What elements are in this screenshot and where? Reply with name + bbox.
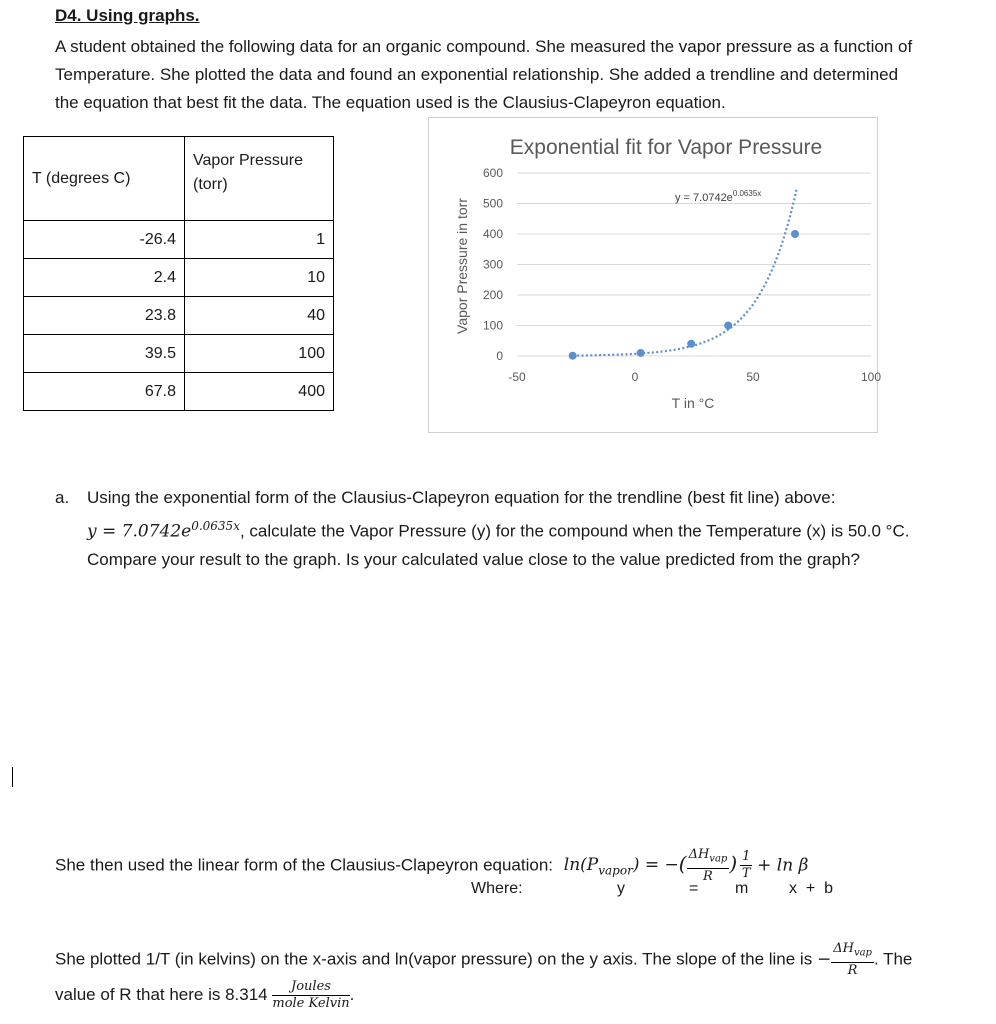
chart-y-ticks <box>483 166 503 363</box>
x-tick-label: 50 <box>746 370 760 384</box>
inv-den: T <box>741 866 751 882</box>
intro-line: Temperature. She plotted the data and found an exponential relationship. She added a trendline and determined <box>55 65 899 84</box>
table-row <box>24 373 334 411</box>
cell-pressure: 400 <box>185 373 334 411</box>
chart-x-axis-label: T in °C <box>671 395 715 411</box>
plotted-text: She plotted 1/T (in kelvins) on the x-axis and ln(vapor pressure) on the y axis. The slope of the line is <box>55 949 813 969</box>
y-tick-label: 300 <box>482 257 503 272</box>
chart-svg <box>429 118 882 432</box>
x-tick-label: 0 <box>631 370 639 384</box>
r-units-fraction <box>272 979 349 1012</box>
plotted-frac-num: ΔH <box>833 941 854 956</box>
chart-title: Exponential fit for Vapor Pressure <box>509 136 823 159</box>
r-value-tail: . <box>349 984 355 1004</box>
where-label: Where: <box>471 880 523 897</box>
col-header-pressure-line1: Vapor Pressure <box>193 152 303 169</box>
trendline-equation <box>675 189 761 204</box>
question-a <box>87 484 977 574</box>
chart-data-point <box>637 349 645 357</box>
where-xb: x + b <box>789 880 834 897</box>
table-row <box>24 221 334 259</box>
y-tick-label: 200 <box>482 288 503 302</box>
cell-pressure: 100 <box>185 335 334 373</box>
cell-pressure: 40 <box>185 297 334 335</box>
cell-pressure: 1 <box>185 221 334 259</box>
plotted-minus: − <box>816 949 832 970</box>
cell-temperature: 67.8 <box>24 373 185 411</box>
cell-temperature: 2.4 <box>24 259 185 297</box>
chart-data-point <box>791 230 799 238</box>
trendline-equation-base: y = 7.0742e <box>675 192 733 204</box>
trendline-equation-exp: 0.0635x <box>732 189 762 198</box>
inv-num: 1 <box>742 849 751 865</box>
one-over-t-fraction <box>740 849 752 882</box>
table-row <box>24 335 334 373</box>
r-value-text: value of R that here is 8.314 <box>55 984 268 1004</box>
chart-data-point <box>724 322 732 330</box>
cell-temperature: -26.4 <box>24 221 185 259</box>
linear-lhs-text: ln(P <box>563 855 599 876</box>
text-cursor <box>12 767 13 787</box>
plotted-frac-den: R <box>847 962 858 978</box>
cell-pressure: 10 <box>185 259 334 297</box>
r-value-line <box>55 979 354 1012</box>
equation-exponent: 0.0635x <box>191 519 240 533</box>
plotted-line <box>55 941 912 979</box>
chart-y-axis-label: Vapor Pressure in torr <box>454 198 470 334</box>
frac-num: ΔH <box>688 847 710 862</box>
table-row <box>24 259 334 297</box>
question-line2 <box>87 512 977 546</box>
y-tick-label: 0 <box>496 349 503 363</box>
question-line2-rest: , calculate the Vapor Pressure (y) for the compound when the Temperature (x) is 50.0 °C. <box>239 521 910 541</box>
r-unit-den: mole Kelvin <box>272 996 350 1011</box>
dhvap-over-r-fraction <box>687 847 730 885</box>
r-unit-num: Joules <box>272 979 349 996</box>
table-header-row <box>24 137 334 221</box>
chart-trendline <box>573 189 797 356</box>
where-m: m <box>735 880 749 897</box>
intro-paragraph <box>55 33 975 117</box>
x-tick-label: 100 <box>860 370 882 384</box>
linear-tail: + ln β <box>757 855 809 876</box>
col-header-pressure <box>185 137 334 221</box>
page-heading: D4. Using graphs. <box>55 6 200 25</box>
y-tick-label: 500 <box>482 196 503 211</box>
intro-line: A student obtained the following data for an organic compound. She measured the vapor pressure as a function of <box>55 37 913 56</box>
linear-intro: She then used the linear form of the Clausius-Clapeyron equation: <box>55 855 554 875</box>
question-marker: a. <box>55 488 70 507</box>
paren-open: ( <box>678 851 687 876</box>
data-table <box>23 136 334 411</box>
where-y: y <box>617 880 625 897</box>
chart-data-point <box>569 352 577 360</box>
question-line1: Using the exponential form of the Clausius-Clapeyron equation for the trendline (best fit line) above: <box>87 488 836 507</box>
where-equals: = <box>689 880 699 897</box>
plotted-tail: . The <box>873 949 913 969</box>
intro-line: the equation that best fit the data. The equation used is the Clausius-Clapeyron equation. <box>55 93 726 112</box>
plotted-fraction <box>831 941 874 979</box>
frac-den: R <box>703 868 713 884</box>
frac-num-sub: vap <box>709 853 728 865</box>
equation-base: y = 7.0742e <box>87 521 192 542</box>
y-tick-label: 100 <box>482 318 503 333</box>
cell-temperature: 23.8 <box>24 297 185 335</box>
linear-lhs-close: ) = − <box>632 855 679 876</box>
question-line3: Compare your result to the graph. Is your calculated value close to the value predicted from the graph? <box>87 549 860 569</box>
x-tick-label: -50 <box>508 370 526 384</box>
chart-data-point <box>687 340 695 348</box>
table-row <box>24 297 334 335</box>
vapor-pressure-chart <box>428 117 882 433</box>
cell-temperature: 39.5 <box>24 335 185 373</box>
chart-x-ticks <box>508 370 881 384</box>
y-tick-label: 600 <box>482 166 503 180</box>
linear-lhs <box>563 855 679 878</box>
paren-close: ) <box>729 851 738 876</box>
y-tick-label: 400 <box>482 227 503 241</box>
linear-lhs-sub: vapor <box>598 863 633 878</box>
plotted-frac-num-sub: vap <box>853 947 872 959</box>
col-header-pressure-line2: (torr) <box>193 176 228 193</box>
col-header-temperature: T (degrees C) <box>24 137 185 221</box>
